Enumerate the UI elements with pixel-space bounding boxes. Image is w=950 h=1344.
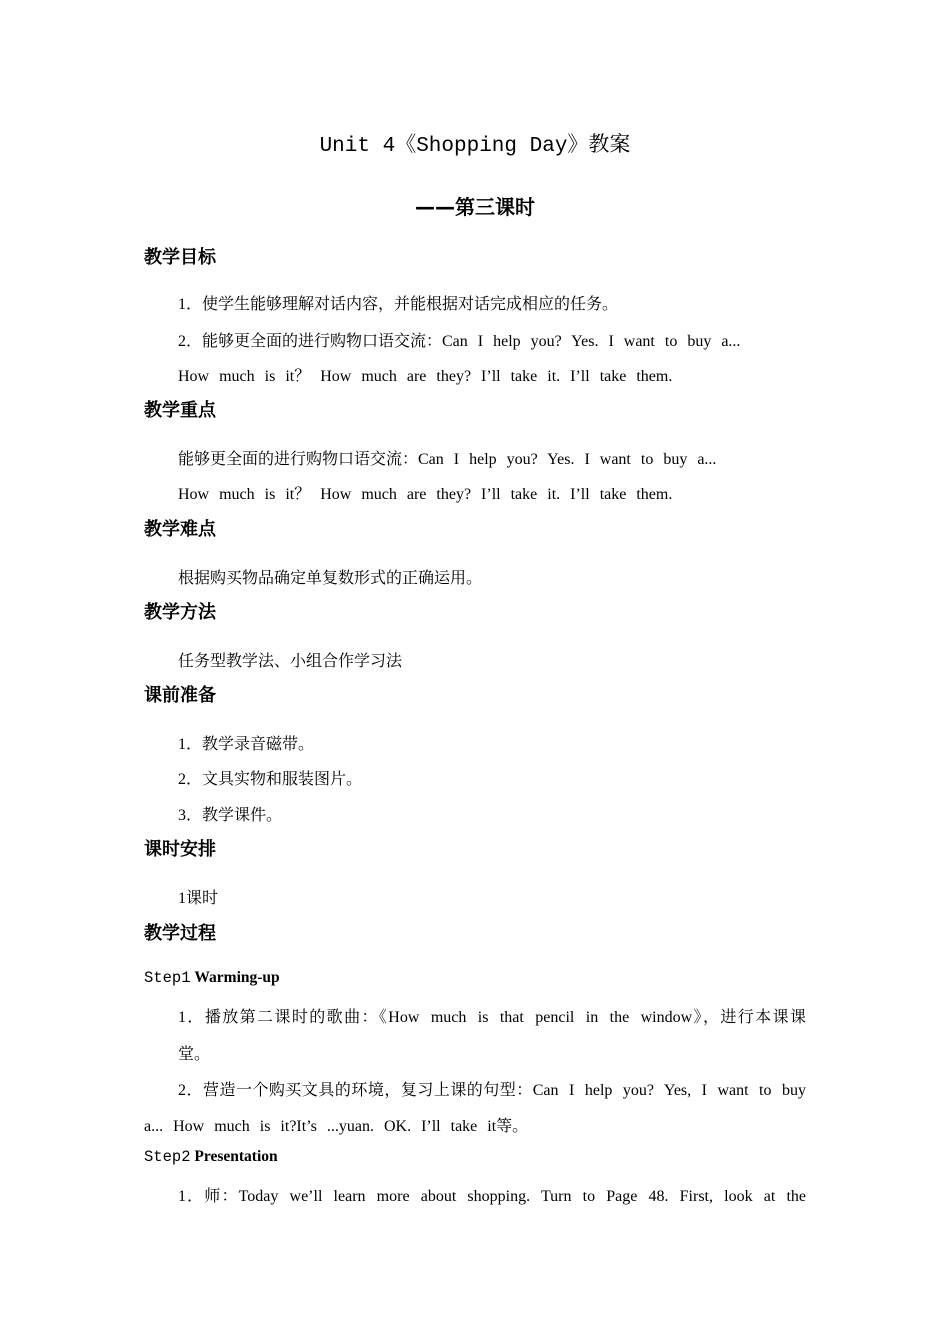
step1-heading — [144, 969, 280, 987]
section-heading-objectives: 教学目标 — [144, 247, 216, 268]
step1-item2-line2: a... How much is it?It’s ...yuan. OK. I’ll take it等。 — [144, 1118, 529, 1135]
document-title: Unit 4《Shopping Day》教案 — [319, 135, 631, 158]
step1-label: Step1 — [144, 969, 191, 987]
step2-label: Step2 — [144, 1148, 191, 1166]
document-subtitle: ——第三课时 — [415, 195, 535, 219]
preparation-item-2: 2．文具实物和服装图片。 — [178, 771, 363, 788]
difficulty-item-1: 根据购买物品确定单复数形式的正确运用。 — [178, 570, 483, 587]
objective-item-2-continued: How much is it？ How much are they? I’ll take it. I’ll take them. — [178, 368, 673, 385]
preparation-item-3: 3．教学课件。 — [178, 807, 283, 824]
section-heading-methods: 教学方法 — [144, 602, 216, 623]
step1-item2-line1: 2．营造一个购买文具的环境，复习上课的句型：Can I help you? Yes, I want to buy — [178, 1082, 806, 1099]
section-heading-preparation: 课前准备 — [144, 685, 216, 706]
objective-item-1: 1．使学生能够理解对话内容，并能根据对话完成相应的任务。 — [178, 296, 619, 313]
schedule-item-1: 1课时 — [178, 890, 219, 907]
step1-name: Warming-up — [194, 969, 280, 986]
section-heading-schedule: 课时安排 — [144, 839, 216, 860]
section-heading-key-points: 教学重点 — [144, 400, 216, 421]
method-item-1: 任务型教学法、小组合作学习法 — [178, 653, 403, 670]
section-heading-process: 教学过程 — [144, 923, 216, 944]
step1-item1-line2: 堂。 — [178, 1046, 211, 1063]
objective-item-2: 2．能够更全面的进行购物口语交流：Can I help you? Yes. I want to buy a... — [178, 333, 741, 350]
key-point-item-2: How much is it？ How much are they? I’ll take it. I’ll take them. — [178, 486, 673, 503]
key-point-item-1: 能够更全面的进行购物口语交流：Can I help you? Yes. I want to buy a... — [178, 451, 717, 468]
preparation-item-1: 1．教学录音磁带。 — [178, 736, 315, 753]
step2-item1-line1: 1．师：Today we’ll learn more about shopping. Turn to Page 48. First, look at the — [178, 1188, 806, 1205]
step1-item1-line1: 1．播放第二课时的歌曲：《How much is that pencil in the window》，进行本课课 — [178, 1009, 806, 1026]
step2-heading — [144, 1148, 278, 1166]
step2-name: Presentation — [194, 1148, 278, 1165]
section-heading-difficulties: 教学难点 — [144, 519, 216, 540]
